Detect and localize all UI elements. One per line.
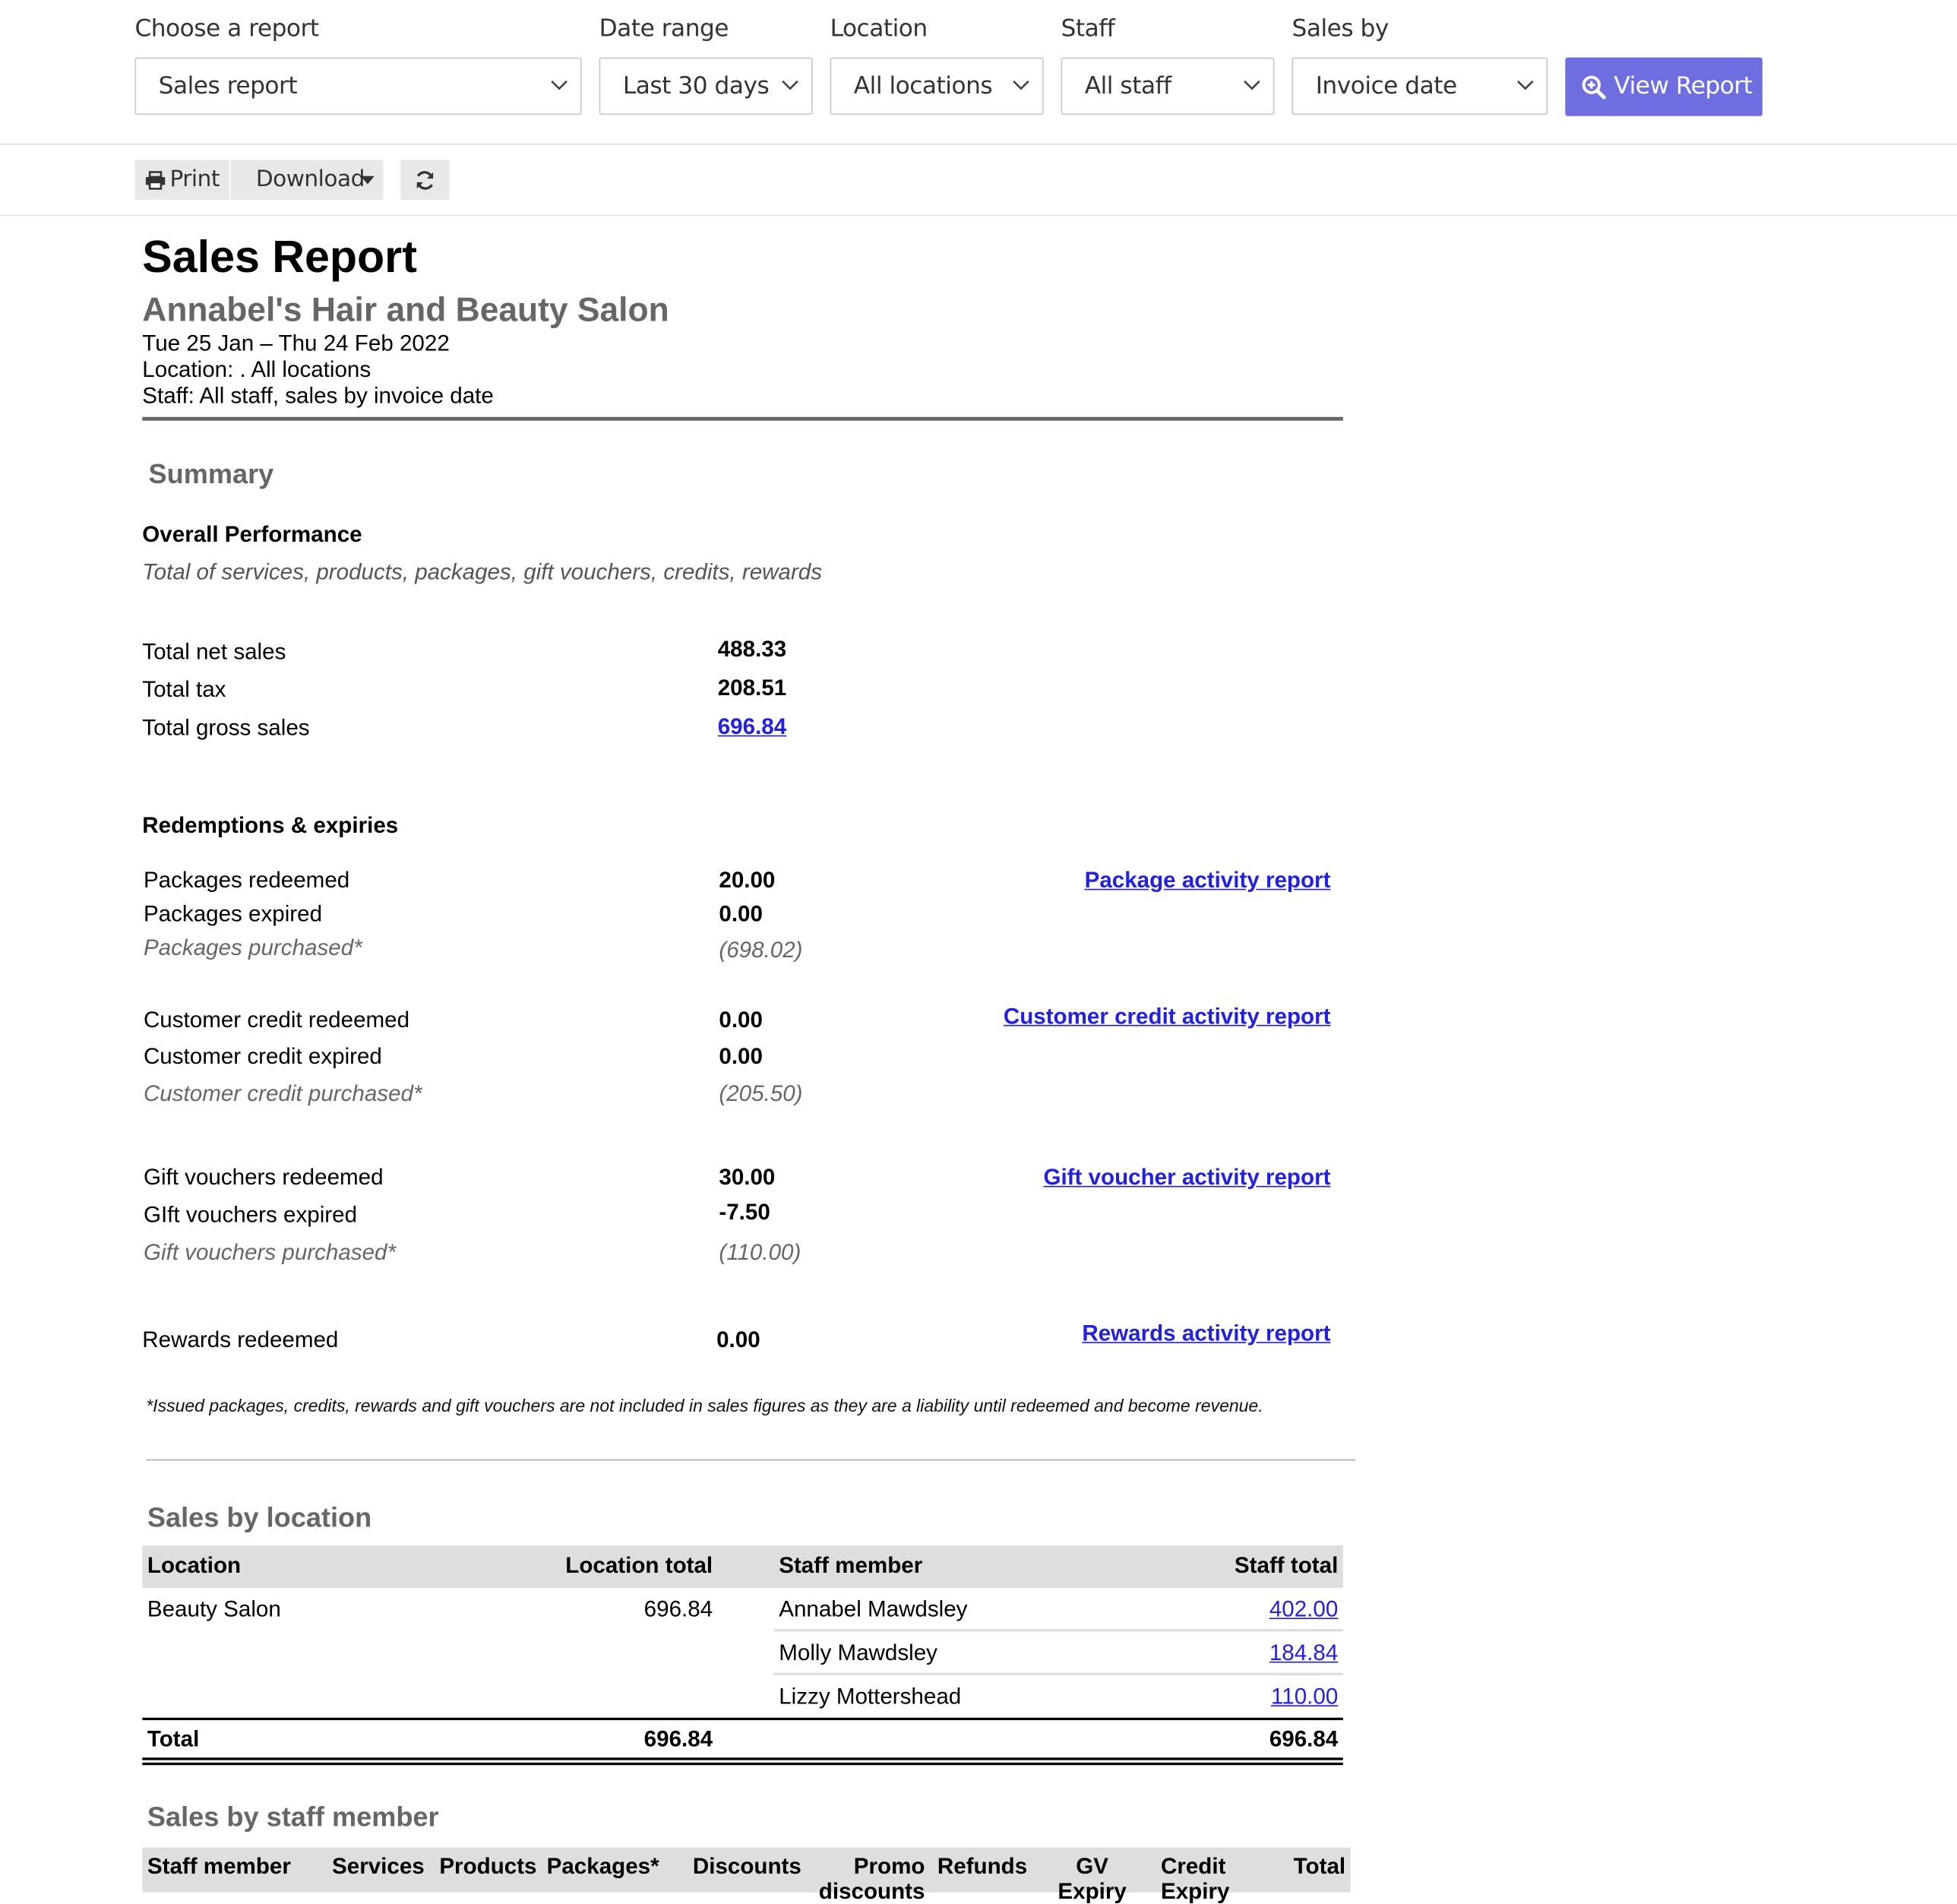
printer-icon <box>145 171 166 190</box>
total-label: Total <box>147 1726 200 1752</box>
staff-name: Molly Mawdsley <box>779 1640 937 1665</box>
report-location-line: Location: . All locations <box>142 356 371 382</box>
report-title: Sales Report <box>142 230 417 283</box>
col-discounts: Discounts <box>692 1853 801 1879</box>
col-refunds: Refunds <box>937 1853 1028 1879</box>
packages-purchased-value: (698.02) <box>719 937 803 963</box>
customer-credit-redeemed-label: Customer credit redeemed <box>143 1007 410 1033</box>
gift-vouchers-expired-label: GIft vouchers expired <box>143 1202 358 1228</box>
sales-by-select[interactable] <box>1292 58 1548 115</box>
row-divider <box>774 1673 1343 1675</box>
customer-credit-redeemed-value: 0.00 <box>719 1007 763 1033</box>
report-select-label: Choose a report <box>134 14 319 43</box>
gift-vouchers-redeemed-label: Gift vouchers redeemed <box>143 1164 384 1190</box>
date-range-value: Last 30 days <box>622 72 770 100</box>
col-products: Products <box>439 1853 537 1879</box>
total-tax-value: 208.51 <box>717 675 787 701</box>
total-staff-value: 696.84 <box>1269 1726 1339 1752</box>
date-range-select[interactable] <box>599 58 813 115</box>
packages-expired-label: Packages expired <box>143 901 323 927</box>
report-date-range: Tue 25 Jan – Thu 24 Feb 2022 <box>142 331 450 356</box>
col-total: Total <box>1293 1853 1346 1879</box>
rewards-redeemed-value: 0.00 <box>716 1327 760 1352</box>
refresh-icon <box>414 169 435 191</box>
location-value: All locations <box>853 72 993 100</box>
total-double-rule-2 <box>142 1763 1343 1765</box>
staff-select[interactable] <box>1061 58 1275 115</box>
view-report-button[interactable] <box>1565 58 1763 116</box>
gift-vouchers-expired-value: -7.50 <box>719 1199 770 1225</box>
redemptions-title: Redemptions & expiries <box>142 812 399 838</box>
business-name: Annabel's Hair and Beauty Salon <box>142 290 669 329</box>
chevron-down-icon <box>1243 79 1260 91</box>
total-net-sales-label: Total net sales <box>142 639 286 665</box>
report-filter-bar <box>0 0 1957 145</box>
print-button[interactable] <box>134 160 229 200</box>
chevron-down-icon <box>1012 79 1029 91</box>
location-table-header <box>142 1545 1343 1588</box>
gift-voucher-activity-report-link[interactable]: Gift voucher activity report <box>1043 1164 1331 1190</box>
search-plus-icon <box>1582 75 1607 100</box>
gift-vouchers-purchased-label: Gift vouchers purchased* <box>143 1239 397 1265</box>
staff-total-link[interactable]: 110.00 <box>1271 1684 1339 1709</box>
summary-divider <box>146 1460 1355 1461</box>
sales-by-staff-heading: Sales by staff member <box>147 1801 439 1833</box>
col-gv-expiry: GV Expiry <box>1058 1853 1127 1904</box>
total-gross-sales-label: Total gross sales <box>142 715 310 741</box>
chevron-down-icon <box>1516 79 1534 91</box>
staff-value: All staff <box>1084 72 1171 100</box>
packages-purchased-label: Packages purchased* <box>143 935 362 960</box>
customer-credit-purchased-label: Customer credit purchased* <box>143 1080 422 1106</box>
refresh-button[interactable] <box>400 160 449 200</box>
caret-down-icon <box>361 176 375 185</box>
print-label: Print <box>169 166 220 193</box>
sales-by-location-heading: Sales by location <box>147 1501 372 1533</box>
staff-label: Staff <box>1061 14 1115 43</box>
col-services: Services <box>332 1853 425 1879</box>
customer-credit-activity-report-link[interactable]: Customer credit activity report <box>1003 1003 1331 1029</box>
location-total: 696.84 <box>643 1596 713 1622</box>
sales-by-label: Sales by <box>1291 14 1389 43</box>
customer-credit-expired-value: 0.00 <box>719 1043 763 1069</box>
summary-heading: Summary <box>148 457 274 490</box>
col-staff-total: Staff total <box>1234 1552 1339 1578</box>
total-tax-label: Total tax <box>142 676 226 702</box>
total-double-rule-1 <box>142 1757 1343 1760</box>
total-net-sales-value: 488.33 <box>717 636 787 662</box>
overall-performance-title: Overall Performance <box>142 521 362 547</box>
total-gross-sales-link[interactable]: 696.84 <box>717 713 787 739</box>
report-select-value: Sales report <box>158 72 298 100</box>
location-name: Beauty Salon <box>147 1596 281 1622</box>
chevron-down-icon <box>551 79 568 91</box>
col-staff-member: Staff member <box>147 1853 291 1879</box>
packages-redeemed-value: 20.00 <box>719 867 776 893</box>
liability-footnote: *Issued packages, credits, rewards and gift vouchers are not included in sales figures as they are a liability until redeemed and become revenue. <box>146 1395 1263 1416</box>
customer-credit-purchased-value: (205.50) <box>719 1080 803 1106</box>
packages-redeemed-label: Packages redeemed <box>143 867 350 893</box>
col-packages: Packages* <box>546 1853 659 1879</box>
location-label: Location <box>830 14 928 43</box>
gift-vouchers-redeemed-value: 30.00 <box>719 1164 776 1190</box>
package-activity-report-link[interactable]: Package activity report <box>1084 867 1331 893</box>
chevron-down-icon <box>782 79 799 91</box>
download-label: Download <box>255 166 365 193</box>
staff-total-link[interactable]: 402.00 <box>1269 1596 1339 1622</box>
col-location: Location <box>147 1552 242 1578</box>
total-location-value: 696.84 <box>643 1726 713 1752</box>
staff-total-link[interactable]: 184.84 <box>1269 1640 1339 1665</box>
col-staff-member: Staff member <box>779 1552 923 1578</box>
report-select[interactable] <box>134 58 581 115</box>
staff-name: Annabel Mawdsley <box>779 1596 968 1622</box>
header-divider <box>142 417 1343 421</box>
col-location-total: Location total <box>565 1552 713 1578</box>
col-credit-expiry: Credit Expiry <box>1160 1853 1230 1904</box>
date-range-label: Date range <box>599 14 729 43</box>
location-select[interactable] <box>830 58 1044 115</box>
overall-performance-note: Total of services, products, packages, gift vouchers, credits, rewards <box>142 559 823 584</box>
view-report-label: View Report <box>1614 72 1753 100</box>
gift-vouchers-purchased-value: (110.00) <box>719 1239 801 1265</box>
report-staff-line: Staff: All staff, sales by invoice date <box>142 383 494 409</box>
rewards-redeemed-label: Rewards redeemed <box>142 1327 339 1352</box>
row-divider <box>774 1629 1343 1631</box>
report-toolbar <box>0 144 1957 216</box>
total-top-rule <box>142 1718 1343 1720</box>
rewards-activity-report-link[interactable]: Rewards activity report <box>1082 1320 1331 1346</box>
customer-credit-expired-label: Customer credit expired <box>143 1043 382 1069</box>
col-promo-discounts: Promo discounts <box>818 1853 925 1904</box>
packages-expired-value: 0.00 <box>719 901 763 927</box>
download-button[interactable] <box>231 160 383 200</box>
sales-by-value: Invoice date <box>1315 72 1457 100</box>
staff-name: Lizzy Mottershead <box>779 1684 962 1709</box>
